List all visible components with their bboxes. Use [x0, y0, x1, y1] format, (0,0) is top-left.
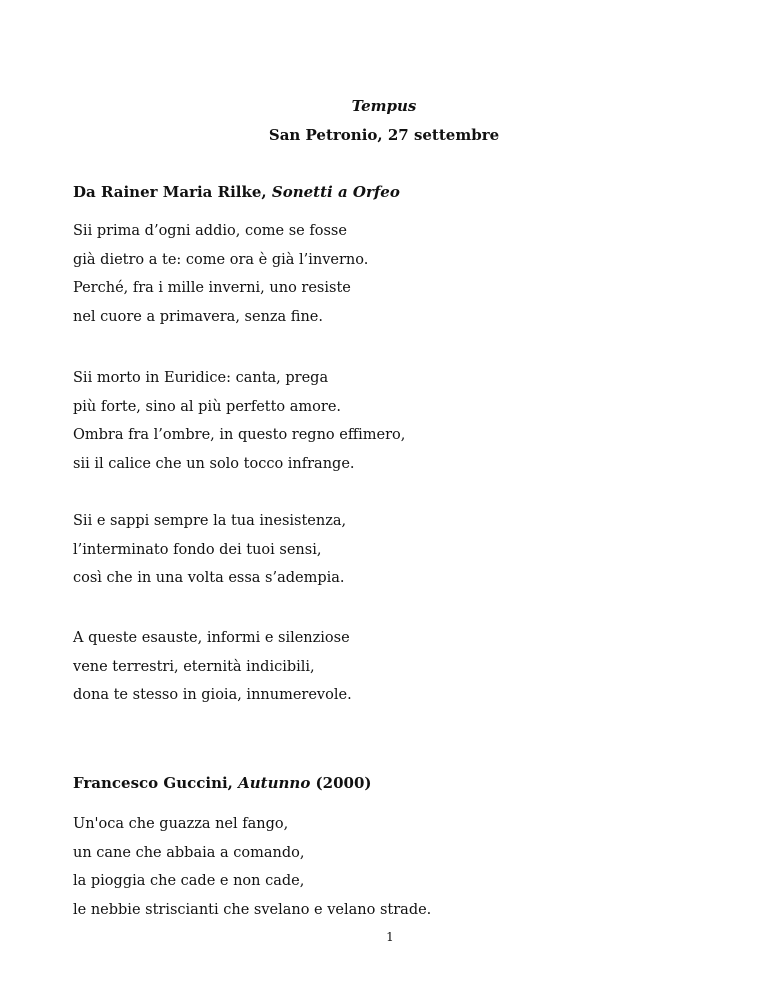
document-subtitle: San Petronio, 27 settembre — [268, 126, 500, 144]
verse-line: un cane che abbaia a comando, — [73, 844, 305, 861]
verse-line: Sii e sappi sempre la tua inesistenza, — [73, 513, 347, 529]
heading-work-title: Autunno — [238, 774, 311, 792]
heading-year: (2000) — [310, 774, 372, 792]
stanza-3 — [73, 507, 346, 593]
verse-line: Perché, fra i mille inverni, uno resiste — [73, 280, 351, 297]
page-number: 1 — [386, 930, 394, 944]
stanza-1 — [73, 217, 368, 332]
verse-line: più forte, sino al più perfetto amore. — [73, 398, 342, 415]
stanza-4 — [73, 624, 352, 710]
section-heading-rilke — [73, 183, 400, 201]
verse-line: nel cuore a primavera, senza fine. — [73, 309, 323, 326]
heading-work-title: Sonetti a Orfeo — [271, 183, 400, 201]
verse-line: vene terrestri, eternità indicibili, — [73, 658, 315, 675]
verse-line: Un'oca che guazza nel fango, — [73, 816, 289, 832]
verse-line: l’interminato fondo dei tuoi sensi, — [73, 541, 322, 558]
verse-line: sii il calice che un solo tocco infrange. — [73, 456, 355, 473]
verse-line: la pioggia che cade e non cade, — [73, 873, 305, 890]
stanza-guccini — [73, 810, 431, 925]
verse-line: le nebbie striscianti che svelano e velano strade. — [73, 902, 432, 919]
verse-line: Ombra fra l’ombre, in questo regno effimero, — [73, 427, 406, 444]
section-heading-guccini — [73, 774, 372, 792]
document-title: Tempus — [351, 97, 417, 115]
heading-author: Francesco Guccini, — [73, 774, 239, 792]
verse-line: Sii morto in Euridice: canta, prega — [73, 370, 329, 386]
verse-line: dona te stesso in gioia, innumerevole. — [73, 687, 352, 704]
stanza-2 — [73, 364, 405, 479]
verse-line: già dietro a te: come ora è già l’inverno. — [73, 251, 369, 268]
heading-author: Da Rainer Maria Rilke, — [73, 183, 272, 201]
verse-line: Sii prima d’ogni addio, come se fosse — [73, 223, 347, 239]
verse-line: così che in una volta essa s’adempia. — [73, 570, 345, 587]
verse-line: A queste esauste, informi e silenziose — [73, 630, 350, 646]
